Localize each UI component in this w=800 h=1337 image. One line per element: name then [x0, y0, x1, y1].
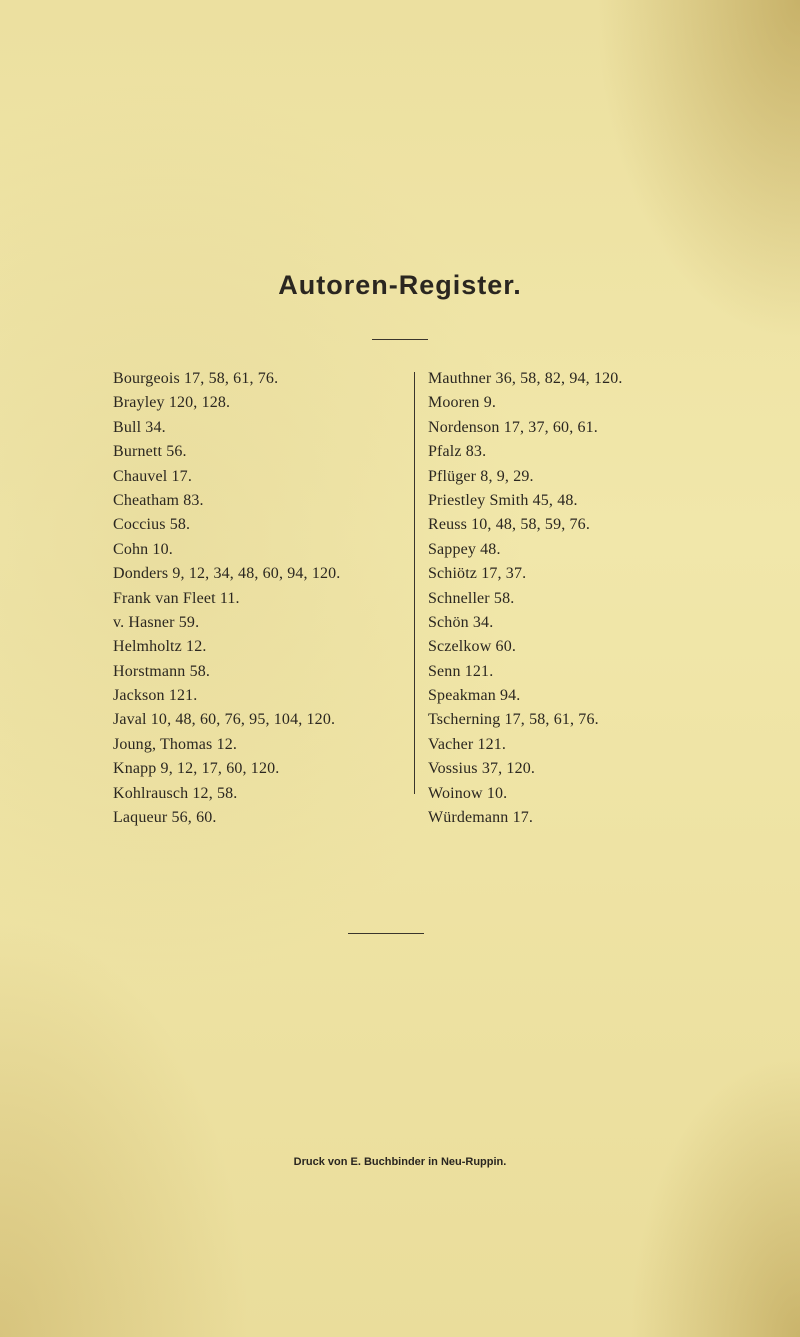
register-entry: Kohlrausch 12, 58. — [113, 784, 238, 802]
register-entry: Schneller 58. — [428, 589, 515, 607]
register-entry: Pflüger 8, 9, 29. — [428, 467, 534, 485]
register-entry: Mooren 9. — [428, 394, 497, 412]
register-entry: Brayley 120, 128. — [113, 394, 231, 412]
register-entry: Laqueur 56, 60. — [113, 809, 217, 827]
register-entry: Cheatham 83. — [113, 491, 204, 509]
register-entry: Coccius 58. — [113, 516, 191, 534]
register-entry: Donders 9, 12, 34, 48, 60, 94, 120. — [113, 565, 341, 583]
page-title: Autoren-Register. — [278, 270, 522, 300]
register-entry: Würdemann 17. — [428, 809, 534, 827]
register-entry: Chauvel 17. — [113, 467, 192, 485]
register-entry: Mauthner 36, 58, 82, 94, 120. — [428, 370, 623, 387]
register-entry: Bull 34. — [113, 418, 166, 436]
register-entry: Pfalz 83. — [428, 443, 487, 461]
register-entry: Reuss 10, 48, 58, 59, 76. — [428, 516, 590, 534]
title-rule — [372, 339, 428, 340]
register-entry: Joung, Thomas 12. — [113, 735, 238, 753]
register-entry: Cohn 10. — [113, 540, 173, 558]
closing-rule — [348, 933, 424, 934]
printer-imprint: Druck von E. Buchbinder in Neu-Ruppin. — [293, 1156, 507, 1168]
register-entry: Vacher 121. — [428, 735, 507, 753]
register-entry: Woinow 10. — [428, 784, 508, 802]
register-entry: Frank van Fleet 11. — [113, 589, 240, 607]
register-entry: Burnett 56. — [113, 443, 187, 461]
register-entry: Vossius 37, 120. — [428, 760, 536, 778]
register-entry: Javal 10, 48, 60, 76, 95, 104, 120. — [113, 711, 336, 729]
register-column-right — [428, 367, 623, 830]
register-entry: Sappey 48. — [428, 540, 501, 558]
register-entry: Sczelkow 60. — [428, 638, 517, 656]
column-divider — [414, 372, 415, 794]
register-entry: Nordenson 17, 37, 60, 61. — [428, 418, 598, 436]
register-entry: Speakman 94. — [428, 687, 521, 705]
register-entry: Senn 121. — [428, 662, 494, 680]
register-entry: Tscherning 17, 58, 61, 76. — [428, 711, 599, 729]
register-column-left — [113, 367, 340, 830]
register-entry: Priestley Smith 45, 48. — [428, 491, 578, 509]
register-entry: Helmholtz 12. — [113, 638, 207, 656]
register-entry: Schiötz 17, 37. — [428, 565, 527, 583]
register-entry: Bourgeois 17, 58, 61, 76. — [113, 370, 279, 387]
register-entry: Horstmann 58. — [113, 662, 211, 680]
register-entry: Jackson 121. — [113, 687, 198, 705]
register-entry: Schön 34. — [428, 613, 494, 631]
register-entry: Knapp 9, 12, 17, 60, 120. — [113, 760, 280, 778]
register-entry: v. Hasner 59. — [113, 613, 200, 631]
